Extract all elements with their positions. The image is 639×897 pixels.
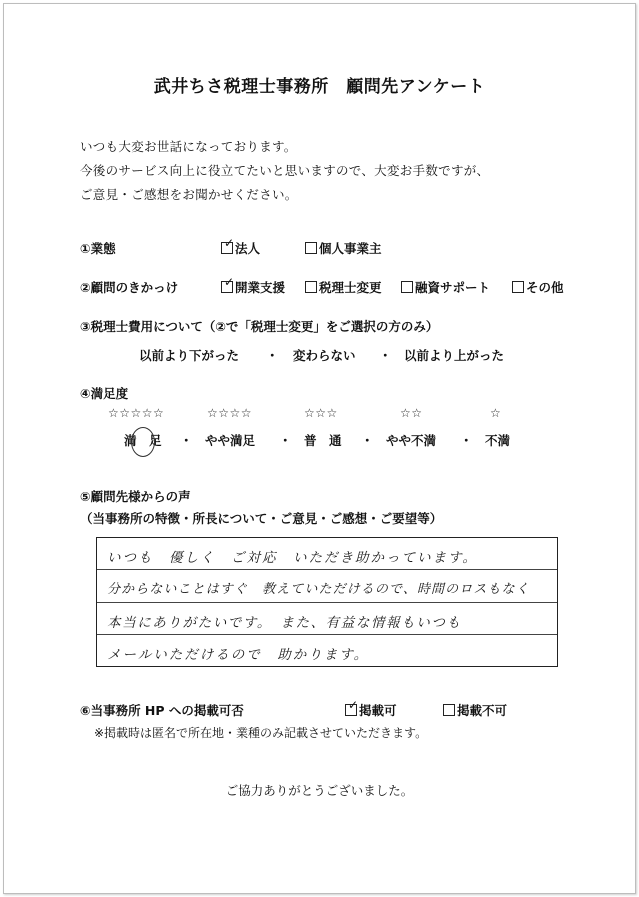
q4-separator: ・ [361, 433, 374, 448]
q3-separator: ・ [266, 348, 279, 363]
page-title: 武井ちさ税理士事務所 顧問先アンケート [153, 77, 486, 97]
stars-3: ☆☆☆ [304, 406, 338, 420]
q3-option-higher[interactable]: 以前より上がった [404, 348, 505, 363]
checkbox[interactable] [512, 281, 524, 293]
q4-label: ④満足度 [80, 386, 129, 401]
stars-4: ☆☆☆☆ [207, 406, 253, 420]
stars-5: ☆☆☆☆☆ [108, 406, 165, 420]
q3-option-lower[interactable]: 以前より下がった [139, 348, 240, 363]
q1-option-sole-proprietor[interactable] [305, 239, 382, 257]
q2-option-label: 融資サポート [415, 280, 491, 295]
q1-label: ①業態 [80, 241, 116, 256]
ruled-line [97, 602, 557, 603]
intro-line-3: ご意見・ご感想をお聞かせください。 [80, 187, 298, 202]
q5-label: ⑤顧問先様からの声 [80, 489, 191, 504]
handwritten-line-4: メールいただけるので 助かります。 [107, 647, 370, 663]
q1-option-label: 個人事業主 [319, 241, 382, 256]
q2-option-label: その他 [526, 280, 564, 295]
q6-option-label: 掲載可 [359, 703, 397, 718]
q3-separator: ・ [379, 348, 392, 363]
selection-circle [131, 427, 155, 457]
handwritten-line-3: 本当にありがたいです。 また、有益な情報もいつも [107, 615, 462, 631]
q4-separator: ・ [180, 433, 193, 448]
checkbox-checked[interactable] [221, 275, 235, 293]
checkbox[interactable] [401, 281, 413, 293]
comment-box[interactable] [96, 537, 558, 667]
q6-option-disallow[interactable] [443, 701, 507, 719]
checkbox[interactable] [305, 281, 317, 293]
q2-option-label: 開業支援 [235, 280, 286, 295]
q2-option-label: 税理士変更 [319, 280, 382, 295]
checkbox-checked[interactable] [221, 236, 235, 254]
q3-option-same[interactable]: 変わらない [293, 348, 356, 363]
intro-line-2: 今後のサービス向上に役立てたいと思いますので、大変お手数ですが、 [80, 163, 490, 178]
q4-separator: ・ [460, 433, 473, 448]
stars-1: ☆ [490, 406, 502, 420]
satisfaction-somewhat-dissatisfied[interactable]: やや不満 [386, 433, 437, 448]
q3-label: ③税理士費用について（②で「税理士変更」をご選択の方のみ） [80, 319, 439, 334]
check-mark-icon: ✓ [348, 698, 359, 712]
q6-label: ⑥当事務所 HP への掲載可否 [80, 703, 244, 718]
ruled-line [97, 569, 557, 570]
checkbox[interactable] [443, 704, 455, 716]
satisfaction-dissatisfied[interactable]: 不満 [485, 433, 511, 448]
q2-label: ②顧問のきかっけ [80, 280, 179, 295]
stars-2: ☆☆ [400, 406, 423, 420]
q1-option-label: 法人 [235, 241, 261, 256]
q2-option-other[interactable] [512, 278, 564, 296]
check-mark-icon: ✓ [224, 236, 235, 250]
q2-option-startup-support[interactable] [221, 275, 286, 296]
satisfaction-very-satisfied[interactable]: 満 足 [124, 433, 162, 448]
check-mark-icon: ✓ [224, 275, 235, 289]
checkbox[interactable] [305, 242, 317, 254]
q6-note: ※掲載時は匿名で所在地・業種のみ記載させていただきます。 [94, 726, 428, 740]
satisfaction-somewhat-satisfied[interactable]: やや満足 [205, 433, 256, 448]
ruled-line [97, 634, 557, 635]
satisfaction-neutral[interactable]: 普 通 [304, 433, 342, 448]
closing-message: ご協力ありがとうございました。 [225, 783, 414, 798]
intro-line-1: いつも大変お世話になっております。 [80, 139, 297, 154]
q5-sublabel: （当事務所の特徴・所長について・ご意見・ご感想・ご要望等） [80, 511, 443, 526]
q2-option-financing-support[interactable] [401, 278, 490, 296]
checkbox-checked[interactable] [345, 698, 359, 716]
handwritten-line-2: 分からないことはすぐ 教えていただけるので、時間のロスもなく [107, 582, 530, 597]
q6-option-label: 掲載不可 [457, 703, 508, 718]
q1-option-corporation[interactable] [221, 236, 261, 257]
handwritten-line-1: いつも 優しく ご対応 いただき助かっています。 [107, 550, 478, 566]
q4-separator: ・ [279, 433, 292, 448]
q2-option-change-accountant[interactable] [305, 278, 382, 296]
q6-option-allow[interactable] [345, 698, 397, 719]
